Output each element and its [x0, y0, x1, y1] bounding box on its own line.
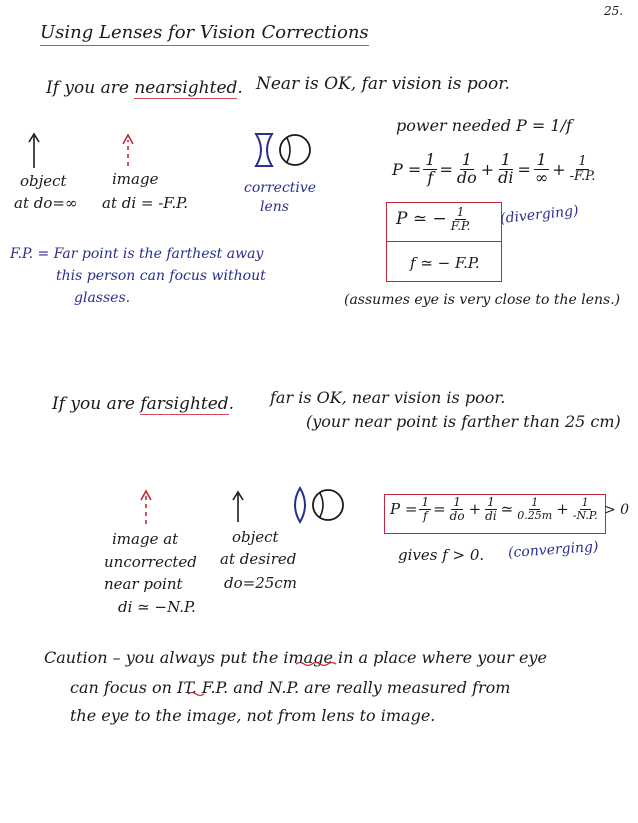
far-object-label-2: at desired	[220, 550, 297, 568]
far-heading-prefix: If you are	[52, 394, 135, 414]
far-summary-1: far is OK, near vision is poor.	[270, 388, 506, 407]
eq-den-fp: -F.P.	[569, 168, 596, 184]
image-squiggle	[296, 663, 336, 666]
eq-num: 1	[425, 150, 436, 169]
near-heading-suffix: .	[237, 78, 243, 98]
box-den: F.P.	[450, 218, 471, 233]
far-object-label-3: do=25cm	[224, 574, 297, 592]
far-heading-suffix: .	[228, 394, 235, 414]
converging-label: (converging)	[507, 538, 599, 562]
up-arrow-icon	[233, 492, 243, 522]
fp-note-3: glasses.	[74, 290, 131, 306]
far-image-label-1: image at	[112, 530, 179, 548]
eq-den-inf: ∞	[534, 167, 549, 187]
far-eq-num: 1	[421, 495, 430, 509]
near-object-label-1: object	[20, 172, 67, 190]
far-image-label-3: near point	[104, 575, 183, 593]
far-eq-num: 1	[581, 496, 589, 510]
far-eq-den-di: di	[485, 508, 497, 523]
eq-den-di: di	[498, 167, 514, 187]
near-summary: Near is OK, far vision is poor.	[256, 74, 510, 94]
far-summary-2: (your near point is farther than 25 cm)	[306, 412, 621, 431]
far-image-label-4: di ≃ −N.P.	[118, 598, 196, 616]
caution-line-1: Caution – you always put the image in a place where your eye	[44, 648, 547, 667]
far-object-label-1: object	[232, 528, 279, 546]
page-title: Using Lenses for Vision Corrections	[40, 22, 369, 46]
far-eq-p: P =	[390, 500, 418, 519]
page-number: 25.	[604, 4, 624, 18]
caution-line-2: can focus on IT. F.P. and N.P. are really measured from	[70, 678, 511, 697]
eq-plus-2: +	[552, 159, 566, 179]
far-image-label-2: uncorrected	[104, 553, 197, 571]
eq-p-label: P =	[392, 159, 422, 179]
diverging-label: (diverging)	[499, 202, 580, 228]
fp-note-1: F.P. = Far point is the farthest away	[10, 246, 264, 262]
near-box-f: f ≃ − F.P.	[410, 254, 480, 272]
eq-den-f: f	[427, 167, 434, 187]
it-squiggle	[188, 693, 204, 696]
eq-equals-2: =	[517, 159, 531, 179]
far-heading-word: farsighted	[140, 394, 229, 414]
far-eq-den-f: f	[423, 508, 428, 523]
box-p-label: P ≃ −	[396, 209, 447, 230]
dashed-up-arrow-icon	[141, 491, 151, 524]
near-heading-prefix: If you are	[46, 78, 129, 98]
convex-lens-icon	[295, 488, 305, 522]
far-eq-den-025: 0.25m	[517, 508, 553, 522]
far-gives: gives f > 0.	[398, 546, 485, 564]
eq-plus-1: +	[480, 159, 495, 179]
far-eq-plus-2: +	[556, 500, 569, 519]
eq-den-do: do	[456, 167, 477, 187]
near-lens-label-2: lens	[260, 199, 289, 215]
far-eq-gt: > 0	[604, 502, 630, 518]
eq-num: 1	[536, 150, 547, 169]
far-eq-num: 1	[531, 496, 539, 510]
near-heading-word: nearsighted	[134, 78, 238, 98]
concave-lens-icon	[256, 134, 272, 166]
far-eq-plus-1: +	[468, 500, 482, 519]
box-num: 1	[456, 205, 465, 219]
near-object-label-2: at do=∞	[14, 194, 78, 212]
assumes-note: (assumes eye is very close to the lens.)	[344, 292, 621, 308]
near-image-label-2: at di = -F.P.	[102, 194, 188, 212]
eq-equals-1: =	[439, 159, 453, 179]
power-needed: power needed P = 1/f	[396, 116, 572, 135]
eye-icon	[280, 135, 310, 165]
far-eq-den-np: -N.P.	[572, 508, 598, 522]
fp-note-2: this person can focus without	[56, 268, 266, 284]
dashed-up-arrow-icon	[123, 135, 133, 166]
far-eq-num: 1	[487, 495, 495, 509]
up-arrow-icon	[29, 134, 39, 168]
eye-icon	[313, 490, 343, 520]
near-image-label-1: image	[112, 170, 159, 188]
eq-num: 1	[578, 154, 587, 170]
near-lens-label-1: corrective	[244, 180, 317, 196]
far-eq-equals: =	[433, 500, 446, 519]
far-eq-approx: ≃	[500, 500, 514, 519]
caution-line-3: the eye to the image, not from lens to image.	[70, 706, 436, 725]
eq-num: 1	[461, 150, 472, 169]
eq-num: 1	[500, 150, 511, 169]
far-eq-den-do: do	[449, 508, 465, 523]
far-eq-num: 1	[453, 495, 461, 509]
